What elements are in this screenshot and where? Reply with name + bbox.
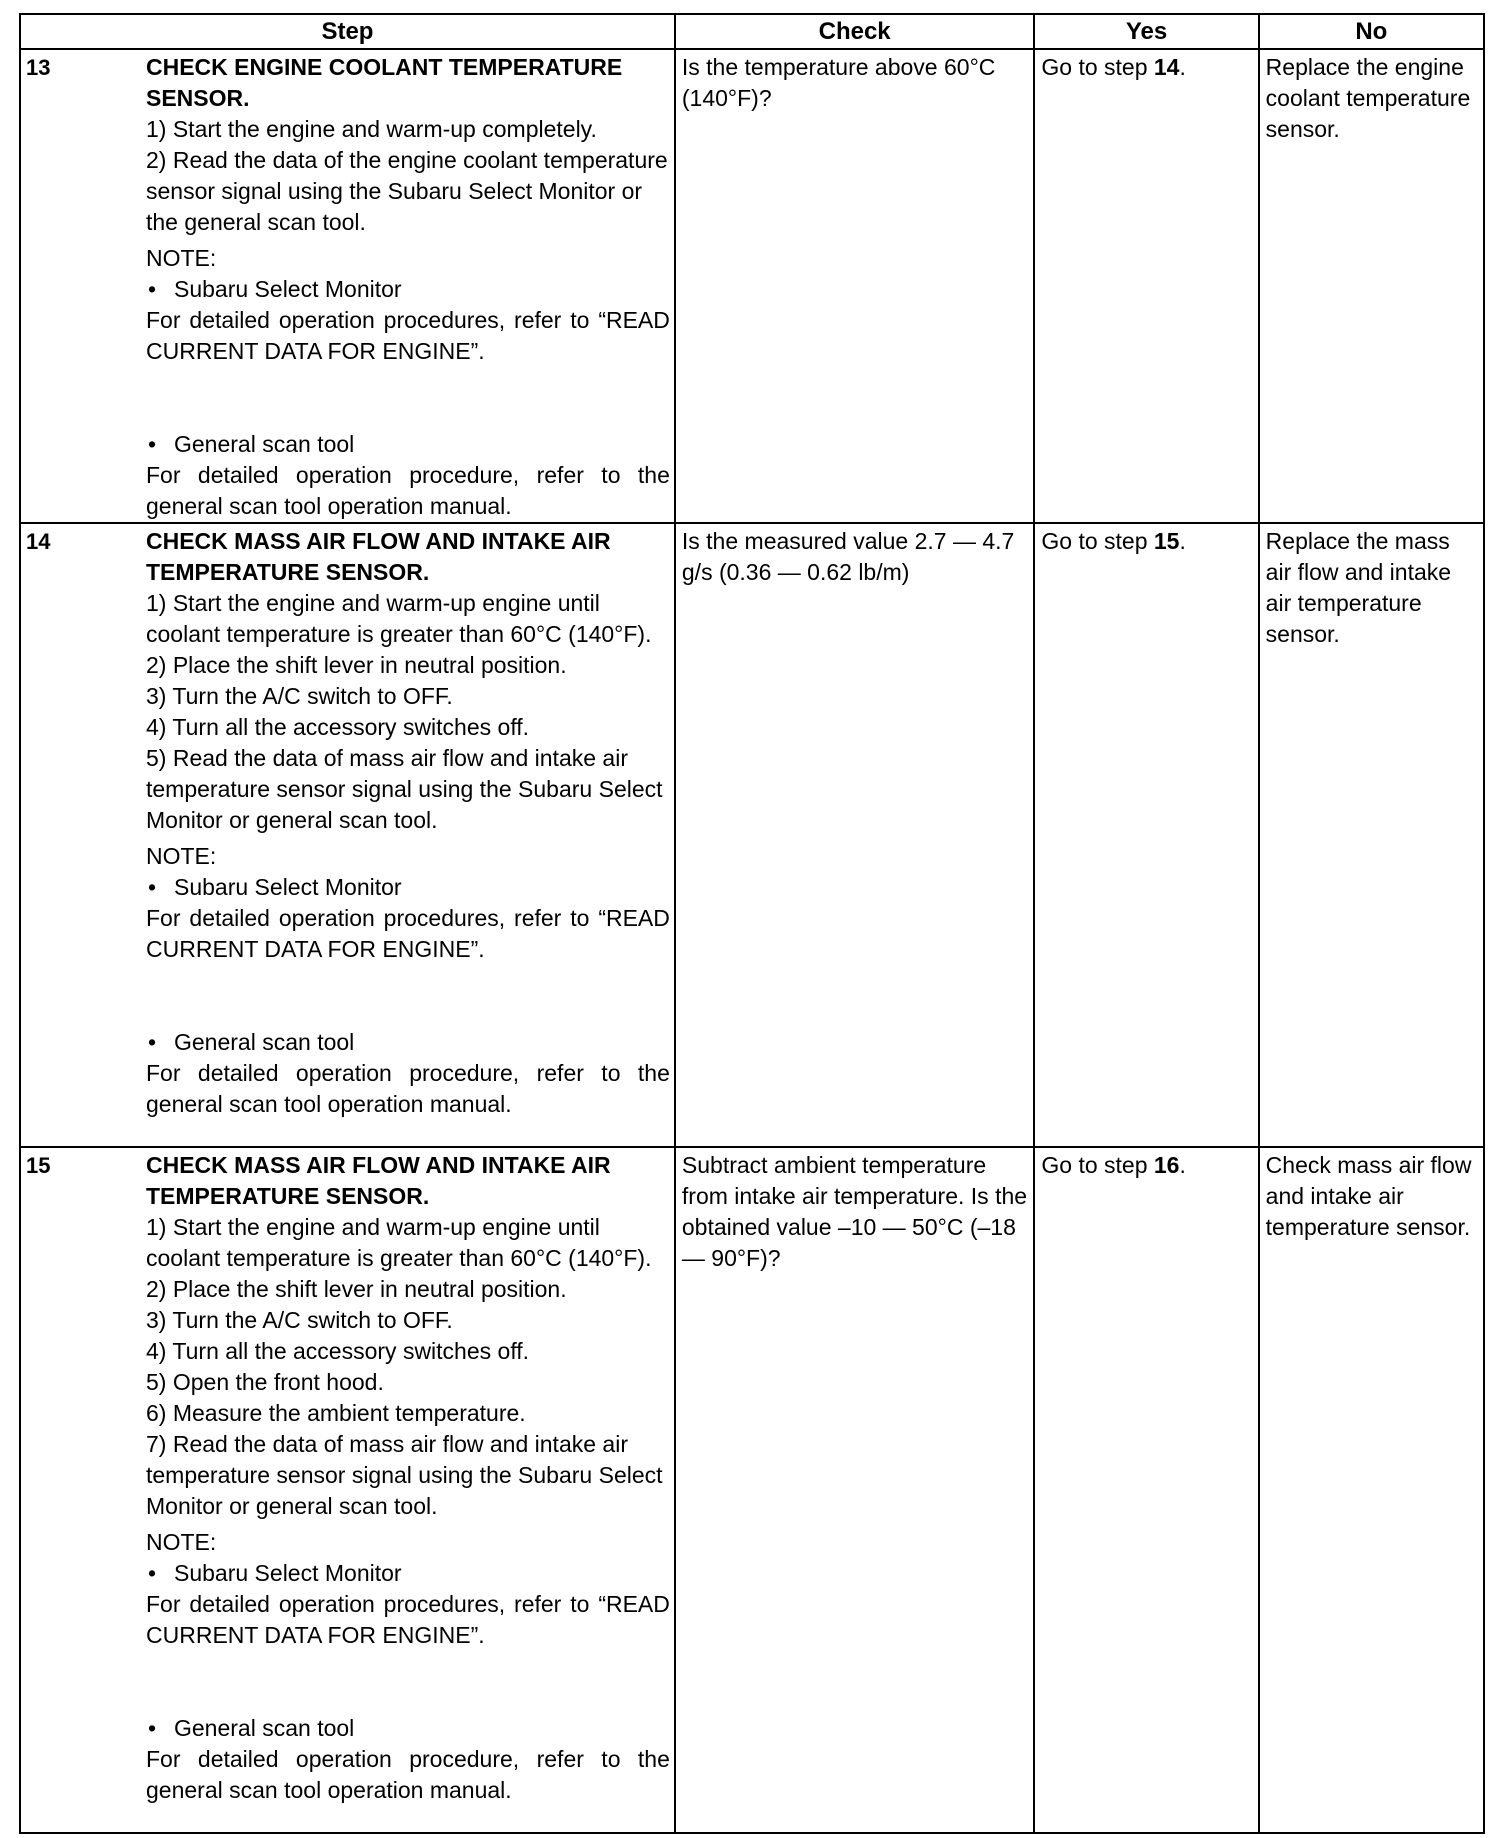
check-text: Is the temperature above 60°C (140°F)? <box>681 54 996 111</box>
procedure-item: 2) Place the shift lever in neutral position. <box>146 652 567 678</box>
step-title: CHECK MASS AIR FLOW AND INTAKE AIR TEMPERATURE SENSOR. <box>146 528 611 585</box>
yes-text: Go to step 16. <box>1041 1152 1186 1178</box>
note-label: NOTE: <box>146 245 217 271</box>
bullet-text: For detailed operation procedure, refer to the general scan tool operation manual. <box>146 462 670 519</box>
yes-step-number: 16 <box>1153 1152 1180 1178</box>
yes-cell <box>1034 1147 1258 1833</box>
no-cell <box>1259 49 1484 523</box>
bullet-text: For detailed operation procedures, refer to “READ CURRENT DATA FOR ENGINE”. <box>146 307 670 364</box>
step-body <box>146 1148 670 1806</box>
procedure-item: 3) Turn the A/C switch to OFF. <box>146 1307 453 1333</box>
step-number: 14 <box>26 529 51 554</box>
step-body <box>146 50 670 522</box>
note-label: NOTE: <box>146 843 217 869</box>
bullet-text: For detailed operation procedures, refer to “READ CURRENT DATA FOR ENGINE”. <box>146 905 670 962</box>
yes-cell <box>1034 523 1258 1147</box>
yes-step-number: 15 <box>1153 528 1180 554</box>
procedure-item: 2) Read the data of the engine coolant temperature sensor signal using the Subaru Select Monitor or the general scan tool. <box>146 147 668 235</box>
check-cell <box>675 523 1034 1147</box>
yes-text: Go to step 14. <box>1041 54 1186 80</box>
no-cell <box>1259 523 1484 1147</box>
bullet-text: For detailed operation procedure, refer to the general scan tool operation manual. <box>146 1746 670 1803</box>
procedure-item: 7) Read the data of mass air flow and intake air temperature sensor signal using the Subaru Select Monitor or general scan tool. <box>146 1431 663 1519</box>
step-number: 15 <box>26 1153 51 1178</box>
step-title: CHECK ENGINE COOLANT TEMPERATURE SENSOR. <box>146 54 623 111</box>
check-text: Subtract ambient temperature from intake air temperature. Is the obtained value –10 — 50°C (–18 — 90°F)? <box>681 1152 1028 1271</box>
check-cell <box>675 49 1034 523</box>
procedure-item: 1) Start the engine and warm-up engine until coolant temperature is greater than 60°C (140°F). <box>146 590 652 647</box>
header-no: No <box>1259 14 1484 49</box>
bullet-item: • General scan tool <box>146 1713 670 1744</box>
note-label: NOTE: <box>146 1529 217 1555</box>
procedure-item: 1) Start the engine and warm-up engine until coolant temperature is greater than 60°C (140°F). <box>146 1214 652 1271</box>
table-row <box>20 49 1484 523</box>
procedure-item: 3) Turn the A/C switch to OFF. <box>146 683 453 709</box>
yes-cell <box>1034 49 1258 523</box>
header-step: Step <box>20 14 675 49</box>
header-check: Check <box>675 14 1034 49</box>
procedure-item: 4) Turn all the accessory switches off. <box>146 1338 530 1364</box>
diagnostic-steps-table <box>19 13 1485 1834</box>
step-cell <box>20 1147 675 1833</box>
table-row <box>20 1147 1484 1833</box>
procedure-item: 4) Turn all the accessory switches off. <box>146 714 530 740</box>
bullet-item: • Subaru Select Monitor <box>146 872 670 903</box>
bullet-item: • Subaru Select Monitor <box>146 274 670 305</box>
bullet-item: • Subaru Select Monitor <box>146 1558 670 1589</box>
table-row <box>20 523 1484 1147</box>
procedure-item: 2) Place the shift lever in neutral position. <box>146 1276 567 1302</box>
no-text: Replace the engine coolant temperature sensor. <box>1265 54 1471 142</box>
no-cell <box>1259 1147 1484 1833</box>
bullet-item: • General scan tool <box>146 429 670 460</box>
check-text: Is the measured value 2.7 — 4.7 g/s (0.36 — 0.62 lb/m) <box>681 528 1015 585</box>
yes-text: Go to step 15. <box>1041 528 1186 554</box>
procedure-item: 5) Read the data of mass air flow and intake air temperature sensor signal using the Subaru Select Monitor or general scan tool. <box>146 745 663 833</box>
bullet-item: • General scan tool <box>146 1027 670 1058</box>
step-cell <box>20 49 675 523</box>
procedure-item: 1) Start the engine and warm-up completely. <box>146 116 597 142</box>
bullet-text: For detailed operation procedures, refer to “READ CURRENT DATA FOR ENGINE”. <box>146 1591 670 1648</box>
table-header-row <box>20 14 1484 49</box>
no-text: Replace the mass air flow and intake air temperature sensor. <box>1265 528 1452 647</box>
no-text: Check mass air flow and intake air temperature sensor. <box>1265 1152 1472 1240</box>
step-title: CHECK MASS AIR FLOW AND INTAKE AIR TEMPERATURE SENSOR. <box>146 1152 611 1209</box>
step-number: 13 <box>26 55 51 80</box>
procedure-item: 5) Open the front hood. <box>146 1369 384 1395</box>
procedure-item: 6) Measure the ambient temperature. <box>146 1400 526 1426</box>
header-yes: Yes <box>1034 14 1258 49</box>
check-cell <box>675 1147 1034 1833</box>
yes-step-number: 14 <box>1153 54 1180 80</box>
bullet-text: For detailed operation procedure, refer to the general scan tool operation manual. <box>146 1060 670 1117</box>
step-body <box>146 524 670 1120</box>
step-cell <box>20 523 675 1147</box>
